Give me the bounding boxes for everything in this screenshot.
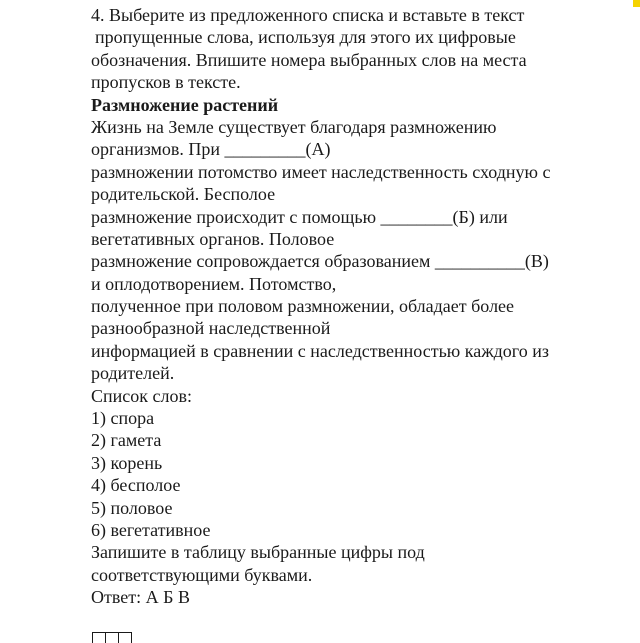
word-list-item: 5) половое xyxy=(91,497,173,518)
word-list-item: 3) корень xyxy=(91,452,163,473)
word-list-item: 2) гамета xyxy=(91,430,162,451)
text-line: родителей. xyxy=(91,363,175,384)
task-line: пропущенные слова, используя для этого их цифровые xyxy=(95,27,516,48)
instruction-line: соответствующими буквами. xyxy=(91,564,313,585)
assignment-document xyxy=(91,4,636,609)
word-list-title: Список слов: xyxy=(91,385,192,406)
text-line: размножении потомство имеет наследственность сходную с xyxy=(91,161,551,182)
answer-line: Ответ: А Б В xyxy=(91,587,190,608)
text-line: родительской. Бесполое xyxy=(91,184,276,205)
text-line: и оплодотворением. Потомство, xyxy=(91,273,337,294)
text-line: информацией в сравнении с наследственностью каждого из xyxy=(91,340,549,361)
text-line: полученное при половом размножении, обладает более xyxy=(91,296,515,317)
word-list-item: 4) бесполое xyxy=(91,475,181,496)
task-line: пропусков в тексте. xyxy=(91,72,241,93)
answer-cell-b[interactable] xyxy=(106,633,119,643)
text-line: разнообразной наследственной xyxy=(91,318,331,339)
section-heading: Размножение растений xyxy=(91,94,279,115)
text-line: вегетативных органов. Половое xyxy=(91,228,335,249)
text-line: размножение происходит с помощью ________(Б) или xyxy=(91,206,508,227)
answer-table xyxy=(92,632,132,643)
text-line: Жизнь на Земле существует благодаря размножению xyxy=(91,116,497,137)
instruction-line: Запишите в таблицу выбранные цифры под xyxy=(91,542,425,563)
task-line: 4. Выберите из предложенного списка и вставьте в текст xyxy=(91,5,525,25)
word-list-item: 1) спора xyxy=(91,408,155,429)
text-line: размножение сопровождается образованием __________(В) xyxy=(91,251,549,272)
answer-cell-c[interactable] xyxy=(119,633,131,643)
task-line: обозначения. Впишите номера выбранных слов на места xyxy=(91,49,527,70)
word-list-item: 6) вегетативное xyxy=(91,519,211,540)
answer-cell-a[interactable] xyxy=(93,633,106,643)
text-line: организмов. При _________(А) xyxy=(91,139,331,160)
